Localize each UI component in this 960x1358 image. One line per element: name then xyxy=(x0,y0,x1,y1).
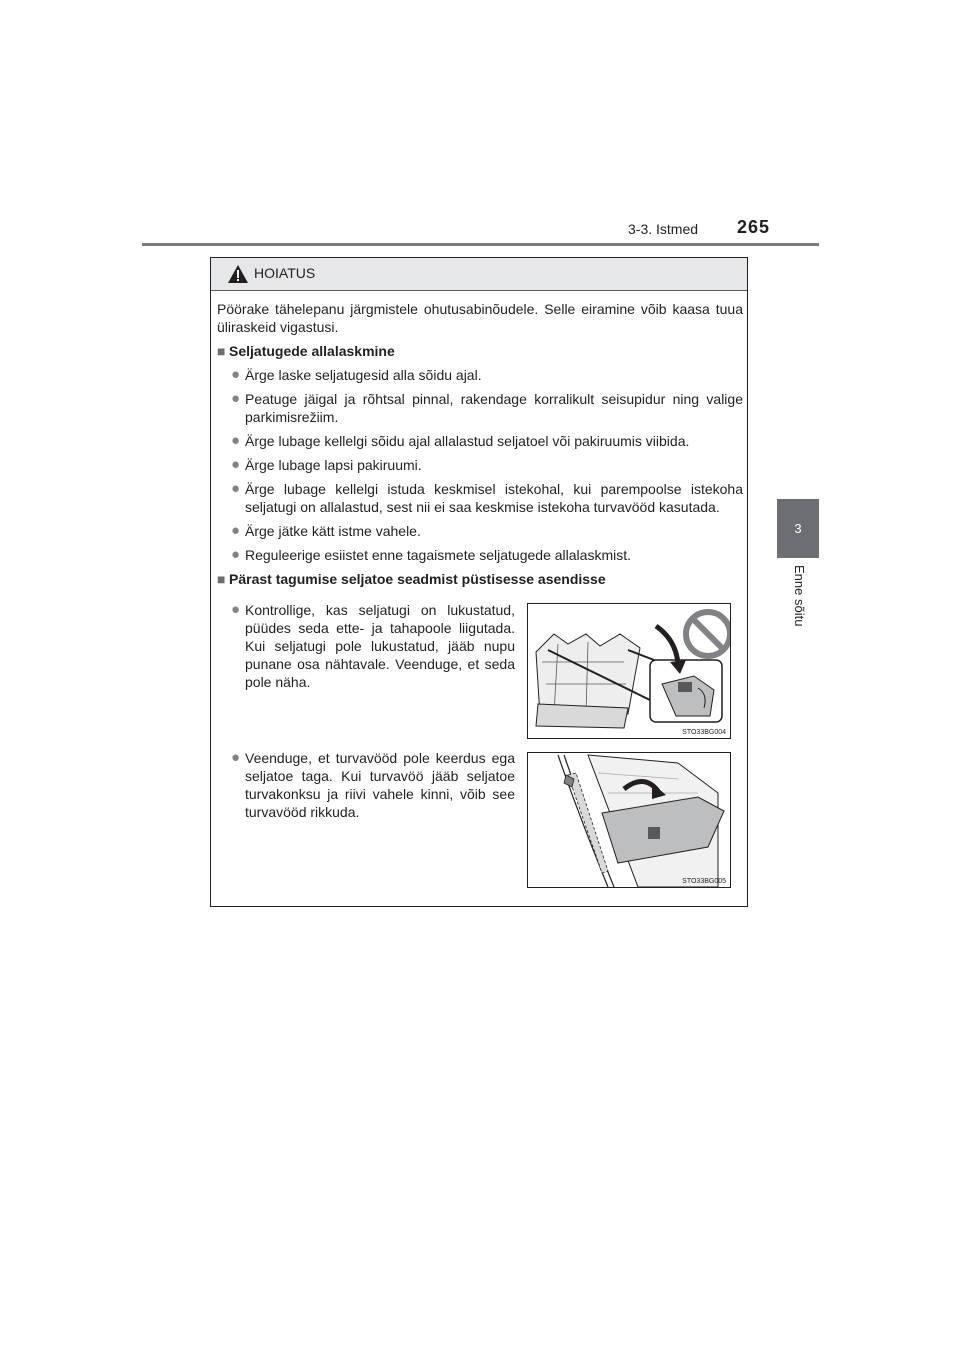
chapter-number: 3 xyxy=(794,521,802,536)
section-label: 3-3. Istmed xyxy=(628,221,699,237)
list-item xyxy=(231,480,743,516)
seat-lock-illustration xyxy=(527,603,731,739)
figure-code: STO33BG004 xyxy=(682,729,726,736)
list-item-text: Ärge lubage kellelgi istuda keskmisel istekohal, kui parempoolse istekoha seljatugi on allalastud, sest nii ei saa keskmise istekoha turvavööd kasutada. xyxy=(245,481,743,515)
seatbelt-drawing xyxy=(528,753,731,888)
list-item-text: Kontrollige, kas seljatugi on lukustatud, püüdes seda ette- ja tahapoole liigutada. Kui seljatugi pole lukustatud, jääb nupu punane osa nähtavale. Veenduge, et seda pole näha. xyxy=(245,602,515,690)
seat-lock-drawing xyxy=(528,604,731,739)
list-item-text: Veenduge, et turvavööd pole keerdus ega seljatoe taga. Kui turvavöö jääb seljatoe turvakonksu ja riivi vahele kinni, võib see turvavööd rikkuda. xyxy=(245,750,515,820)
warning-header xyxy=(211,258,747,291)
list-item xyxy=(231,432,743,450)
section-heading xyxy=(217,570,743,588)
square-bullet-icon: ■ xyxy=(217,343,226,359)
list-item xyxy=(231,522,743,540)
warning-title: HOIATUS xyxy=(254,265,316,281)
seatbelt-illustration xyxy=(527,752,731,888)
bullet-dot-icon: ● xyxy=(231,456,241,473)
warning-intro: Pöörake tähelepanu järgmistele ohutusabinõudele. Selle eiramine võib kaasa tuua üliraskeid vigastusi. xyxy=(217,301,743,335)
bullet-dot-icon: ● xyxy=(231,546,241,563)
section-heading xyxy=(217,342,743,360)
list-item-text: Ärge lubage kellelgi sõidu ajal allalastud seljatoel või pakiruumis viibida. xyxy=(245,433,690,449)
header-rule xyxy=(142,243,819,246)
warning-box xyxy=(210,257,748,907)
list-item-text: Ärge lubage lapsi pakiruumi. xyxy=(245,457,422,473)
list-item-text: Ärge jätke kätt istme vahele. xyxy=(245,523,421,539)
bullet-dot-icon: ● xyxy=(231,522,241,539)
bullet-dot-icon: ● xyxy=(231,480,241,497)
list-item xyxy=(231,749,515,821)
bullet-dot-icon: ● xyxy=(231,366,241,383)
list-item-text: Peatuge jäigal ja rõhtsal pinnal, rakendage korralikult seisupidur ning valige parkimisrežiim. xyxy=(245,391,743,425)
list-item xyxy=(231,546,743,564)
chapter-title: Enne sõitu xyxy=(792,565,807,627)
page-number: 265 xyxy=(737,217,771,237)
bullet-dot-icon: ● xyxy=(231,390,241,407)
section-heading-text: Pärast tagumise seljatoe seadmist püstisesse asendisse xyxy=(229,571,606,587)
list-item xyxy=(231,366,743,384)
bullet-dot-icon: ● xyxy=(231,749,241,766)
section-heading-text: Seljatugede allalaskmine xyxy=(229,343,395,359)
list-item-text: Reguleerige esiistet enne tagaismete seljatugede allalaskmist. xyxy=(245,547,631,563)
chapter-tab xyxy=(777,499,819,558)
list-item xyxy=(231,390,743,426)
list-item xyxy=(231,456,743,474)
bullet-dot-icon: ● xyxy=(231,432,241,449)
list-item xyxy=(231,601,515,691)
bullet-dot-icon: ● xyxy=(231,601,241,618)
figure-code: STO33BG005 xyxy=(682,878,726,885)
square-bullet-icon: ■ xyxy=(217,571,226,587)
warning-body xyxy=(217,300,743,594)
warning-triangle-icon xyxy=(227,264,249,284)
list-item-text: Ärge laske seljatugesid alla sõidu ajal. xyxy=(245,367,482,383)
